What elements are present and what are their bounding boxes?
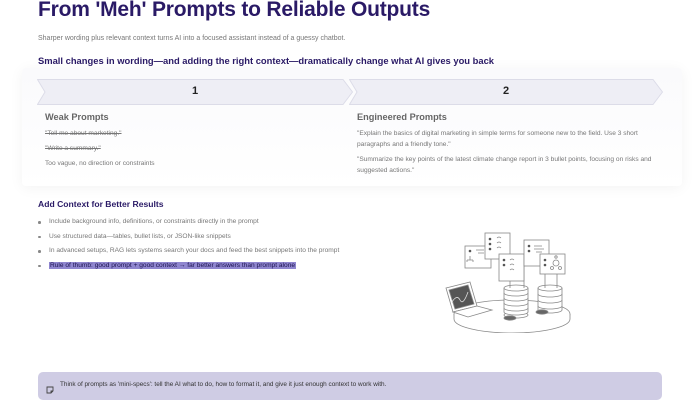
weak-prompts-note: Too vague, no direction or constraints [45,160,155,167]
list-item [38,232,339,247]
tip-text: Think of prompts as 'mini-specs': tell the AI what to do, how to format it, and give it just enough context to work with. [60,381,387,388]
list-item [38,246,339,261]
tip-callout [38,372,662,400]
weak-prompts-column [45,112,335,173]
engineered-example: "Explain the basics of digital marketing in simple terms for someone new to the field. Use 3 short paragraphs and a friendly tone." [357,130,638,148]
step-2 [349,79,663,105]
context-list [38,217,339,275]
weak-prompts-title: Weak Prompts [45,112,109,122]
step-number: 2 [502,85,510,97]
weak-example: "Write a summary." [45,145,101,152]
list-item [38,261,339,276]
weak-example: "Tell me about marketing." [45,130,122,137]
note-icon [46,381,54,399]
step-1 [37,79,353,105]
highlighted-text[interactable]: Rule of thumb: good prompt + good context → far better answers than prompt alone [50,261,296,269]
list-item-text: In advanced setups, RAG lets systems search your docs and feed the best snippets into the prompt [49,247,340,254]
section-lead: Small changes in wording—and adding the right context—dramatically change what AI gives you back [38,55,494,66]
step-bar [37,79,663,105]
list-item [38,217,339,232]
engineered-prompts-title: Engineered Prompts [357,112,447,122]
page-title: From 'Meh' Prompts to Reliable Outputs [38,0,431,21]
context-section-title: Add Context for Better Results [38,199,164,209]
engineered-prompts-column [357,112,659,180]
list-item-text: Use structured data—tables, bullet lists, or JSON-like snippets [49,232,231,240]
page-subtitle: Sharper wording plus relevant context turns AI into a focused assistant instead of a guessy chatbot. [38,35,346,42]
engineered-example: "Summarize the key points of the latest climate change report in 3 bullet points, focusing on risks and suggested actions." [357,156,652,174]
step-number: 1 [191,85,199,97]
data-platform-illustration [440,228,580,333]
list-item-text: Include background info, definitions, or constraints directly in the prompt [49,218,259,225]
